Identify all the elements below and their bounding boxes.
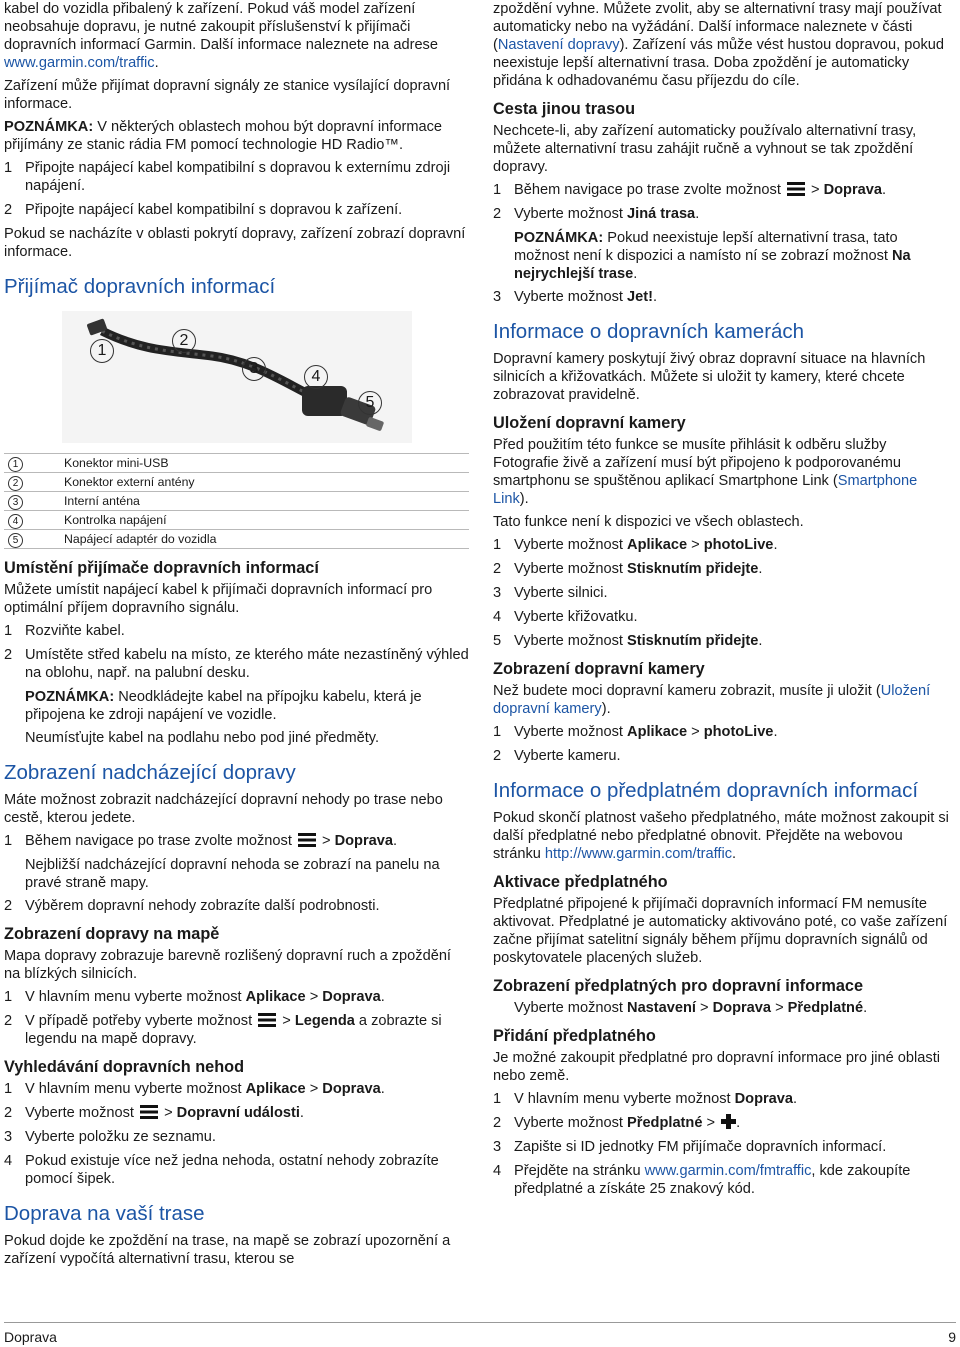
callout-4: 4 [304, 365, 328, 389]
list-item: 2 Výběrem dopravní nehody zobrazíte další podrobnosti. [4, 898, 380, 914]
placement-steps [4, 622, 469, 682]
legend-table [4, 453, 469, 549]
list-item: 1 Vyberte možnost Aplikace > photoLive. [493, 537, 778, 553]
placement-paragraph: Můžete umístit napájecí kabel k přijímači dopravních informací pro optimální příjem dopravního signálu. [4, 582, 433, 616]
heading-traffic-on-route: Doprava na vaší trase [4, 1202, 205, 1225]
garmin-traffic-link[interactable]: http://www.garmin.com/traffic [544, 846, 732, 862]
table-row: 1 Konektor mini-USB [4, 454, 469, 473]
upcoming-substep: Nejbližší nadcházející dopravní nehoda se zobrazí na panelu na pravé straně mapy. [25, 857, 440, 891]
list-item: 4 Pokud existuje více než jedna nehoda, ostatní nehody zobrazíte pomocí šipek. [4, 1153, 439, 1187]
add-paragraph: Je možné zakoupit předplatné pro dopravní informace pro jiné oblasti nebo země. [493, 1050, 940, 1084]
heading-traffic-cameras: Informace o dopravních kamerách [493, 320, 805, 343]
callout-1: 1 [90, 339, 114, 363]
fmtraffic-link[interactable]: www.garmin.com/fmtraffic [644, 1163, 812, 1179]
save-availability: Tato funkce není k dispozici ve všech oblastech. [493, 514, 804, 530]
list-item: 1 V hlavním menu vyberte možnost Aplikace > Doprava. [4, 1081, 385, 1097]
heading-search-incidents: Vyhledávání dopravních nehod [4, 1058, 245, 1076]
table-row: 4 Kontrolka napájení [4, 511, 469, 530]
cams-paragraph: Dopravní kamery poskytují živý obraz dopravní situace na hlavních silnicích a křižovatkách. Můžete si uložit ty kamery, které chcete zobrazovat pravidelně. [493, 351, 926, 403]
list-item: 2 Vyberte možnost Předplatné > . [493, 1115, 741, 1131]
list-item: 4 Přejděte na stránku www.garmin.com/fmtraffic, kde zakoupíte předplatné a získáte 25 znakový kód. [493, 1163, 911, 1197]
add-steps [493, 1090, 953, 1198]
list-item: 2 Vyberte možnost Jiná trasa. [493, 206, 700, 222]
save-steps [493, 536, 953, 650]
menu-icon [787, 182, 805, 196]
heading-activate: Aktivace předplatného [493, 873, 668, 891]
list-item: 2 Vyberte kameru. [493, 748, 621, 764]
upcoming-paragraph: Máte možnost zobrazit nadcházející dopravní nehody po trase nebo cestě, kterou jedete. [4, 792, 443, 826]
upcoming-steps-2 [4, 897, 469, 915]
view-steps [493, 723, 953, 765]
callout-3: 3 [242, 357, 266, 381]
traffic-receiver-cable-illustration [62, 311, 412, 443]
upcoming-steps [4, 832, 469, 850]
list-item: 3 Vyberte možnost Jet!. [493, 289, 658, 305]
table-row: 2 Konektor externí antény [4, 473, 469, 492]
list-item: 3 Vyberte položku ze seznamu. [4, 1129, 216, 1145]
map-paragraph: Mapa dopravy zobrazuje barevně rozlišený dopravní ruch a zpoždění na blízkých silnicích. [4, 948, 451, 982]
list-item: 3 Vyberte silnici. [493, 585, 608, 601]
view-subscriptions-step: Vyberte možnost Nastavení > Doprava > Předplatné. [514, 1000, 868, 1016]
heading-add-subscription: Přidání předplatného [493, 1027, 656, 1045]
heading-alternate-route: Cesta jinou trasou [493, 100, 636, 118]
list-item: 2 Umístěte střed kabelu na místo, ze kterého máte nezastíněný výhled na oblohu, např. na palubní desku. [4, 647, 469, 681]
traffic-link[interactable]: www.garmin.com/traffic [4, 55, 155, 71]
alt-steps [493, 181, 953, 223]
list-item: 1 V hlavním menu vyberte možnost Aplikace > Doprava. [4, 989, 385, 1005]
traffic-settings-link[interactable]: Nastavení dopravy [497, 37, 620, 53]
list-item: 1 Rozviňte kabel. [4, 623, 125, 639]
route-continued-paragraph: zpoždění vyhne. Můžete zvolit, aby se alternativní trasy mají používat automaticky nebo na vyžádání. Další informace naleznete v části (Nastavení dopravy). Zařízení vás může vést hustou dopravou, pokud neexistuje lepší alternativní trasa. Doba zpoždění je automaticky přidána k odhadovanému času příjezdu do cíle. [493, 1, 945, 89]
list-item: 2 Vyberte možnost Stisknutím přidejte. [493, 561, 763, 577]
page-number: 9 [948, 1329, 956, 1345]
save-paragraph: Před použitím této funkce se musíte přihlásit k odběru služby Fotografie živě a zařízení musí být připojeno k podporovanému smartphonu se spuštěnou aplikací Smartphone Link (Smartphone Link). [493, 437, 918, 507]
plus-icon [721, 1114, 736, 1129]
traffic-receiver-figure [62, 311, 412, 443]
save-camera-link[interactable]: Uložení dopravní kamery [493, 683, 931, 717]
alt-note: POZNÁMKA: Pokud neexistuje lepší alternativní trasa, tato možnost není k dispozici a namísto ní se zobrazí možnost Na nejrychlejší trase. [514, 230, 911, 282]
menu-icon [140, 1105, 158, 1119]
list-item: 2 V případě potřeby vyberte možnost > Legenda a zobrazte si legendu na mapě dopravy. [4, 1013, 442, 1047]
heading-subscriptions: Informace o předplatném dopravních informací [493, 779, 919, 802]
heading-save-camera: Uložení dopravní kamery [493, 414, 686, 432]
list-item: 1 Během navigace po trase zvolte možnost > Doprava. [4, 833, 398, 849]
alt-steps-2 [493, 288, 953, 306]
list-item: 5 Vyberte možnost Stisknutím přidejte. [493, 633, 763, 649]
footer-section: Doprava [4, 1329, 57, 1345]
table-row: 5 Napájecí adaptér do vozidla [4, 530, 469, 549]
callout-5: 5 [358, 391, 382, 415]
intro-paragraph: kabel do vozidla přibalený k zařízení. Pokud váš model zařízení neobsahuje dopravu, je nutné zakoupit příslušenství k přijímači dopravních informací Garmin. Další informace naleznete na adrese www.garmin.com/traffic. [4, 1, 438, 71]
activate-paragraph: Předplatné připojené k přijímači dopravních informací FM nemusíte aktivovat. Předplatné je automaticky aktivováno poté, co vaše zařízení začne přijímat satelitní signály během příjmu dopravních signálů od poskytovatele placených služeb. [493, 896, 948, 966]
heading-view-subscriptions: Zobrazení předplatných pro dopravní informace [493, 977, 864, 995]
footer-divider [4, 1322, 956, 1323]
note-cable: POZNÁMKA: Neodkládejte kabel na přípojku kabelu, která je připojena ke zdroji napájení ve vozidle. [25, 689, 422, 723]
note-cable-extra: Neumísťujte kabel na podlahu nebo pod jiné předměty. [25, 730, 380, 746]
page-footer [4, 1328, 956, 1346]
list-item: 1 V hlavním menu vyberte možnost Doprava. [493, 1091, 798, 1107]
note-hd-radio: POZNÁMKA: V některých oblastech mohou být dopravní informace přijímány ze stanic rádia FM pomocí technologie HD Radio™. [4, 119, 443, 153]
right-column [493, 0, 953, 1204]
list-item: 2 Vyberte možnost > Dopravní události. [4, 1105, 304, 1121]
smartphone-link-link[interactable]: Smartphone Link [493, 473, 918, 507]
coverage-paragraph: Pokud se nacházíte v oblasti pokrytí dopravy, zařízení zobrazí dopravní informace. [4, 226, 466, 260]
map-steps [4, 988, 469, 1048]
sub-paragraph: Pokud skončí platnost vašeho předplatného, máte možnost zakoupit si další předplatné nebo předplatné obnovit. Přejděte na webovou stránku http://www.garmin.com/traffic. [493, 810, 949, 862]
route-paragraph: Pokud dojde ke zpoždění na trase, na mapě se zobrazí upozornění a zařízení vypočítá alternativní trasu, kterou se [4, 1233, 451, 1267]
heading-view-camera: Zobrazení dopravní kamery [493, 660, 705, 678]
list-item: 1 Během navigace po trase zvolte možnost > Doprava. [493, 182, 887, 198]
left-column [4, 0, 469, 1273]
menu-icon [258, 1013, 276, 1027]
menu-icon [298, 833, 316, 847]
list-item: 1 Vyberte možnost Aplikace > photoLive. [493, 724, 778, 740]
list-item: 2 Připojte napájecí kabel kompatibilní s dopravou k zařízení. [4, 202, 403, 218]
search-steps [4, 1080, 469, 1188]
list-item: 4 Vyberte křižovatku. [493, 609, 638, 625]
list-item: 1 Připojte napájecí kabel kompatibilní s dopravou k externímu zdroji napájení. [4, 160, 451, 194]
table-row: 3 Interní anténa [4, 492, 469, 511]
heading-placement: Umístění přijímače dopravních informací [4, 559, 319, 577]
callout-2: 2 [172, 329, 196, 353]
list-item: 3 Zapište si ID jednotky FM přijímače dopravních informací. [493, 1139, 887, 1155]
intro-paragraph-2: Zařízení může přijímat dopravní signály ze stanice vysílající dopravní informace. [4, 78, 451, 112]
heading-traffic-receiver: Přijímač dopravních informací [4, 275, 276, 298]
view-paragraph: Než budete moci dopravní kameru zobrazit, musíte ji uložit (Uložení dopravní kamery). [493, 683, 931, 717]
heading-traffic-map: Zobrazení dopravy na mapě [4, 925, 220, 943]
connect-steps [4, 159, 469, 219]
heading-upcoming-traffic: Zobrazení nadcházející dopravy [4, 761, 296, 784]
alt-paragraph: Nechcete-li, aby zařízení automaticky používalo alternativní trasy, můžete alternativní trasu zahájit ručně a vyhnout se tak zpoždění dopravy. [493, 123, 917, 175]
